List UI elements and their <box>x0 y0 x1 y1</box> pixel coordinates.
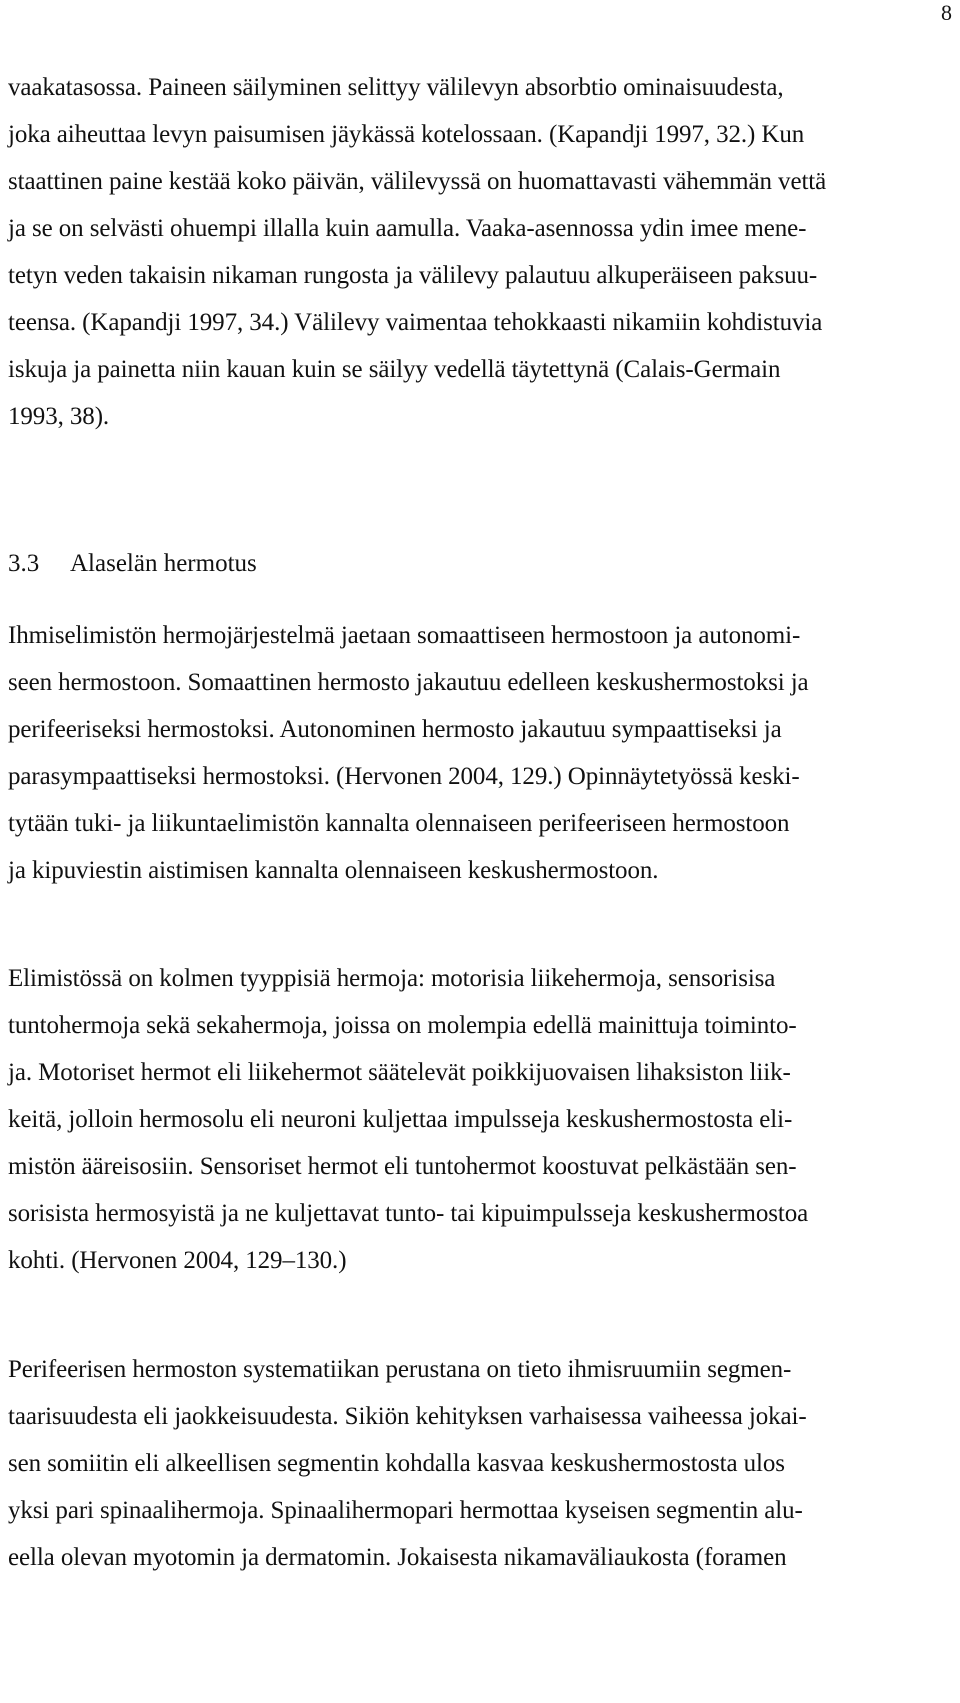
text-line: kohti. (Hervonen 2004, 129–130.) <box>8 1247 347 1274</box>
text-line: ja. Motoriset hermot eli liikehermot säätelevät poikkijuovaisen lihaksiston liik- <box>8 1059 791 1086</box>
text-line: tytään tuki- ja liikuntaelimistön kannalta olennaiseen perifeeriseen hermostoon <box>8 810 790 837</box>
paragraph-4 <box>8 1346 952 1581</box>
text-line: iskuja ja painetta niin kauan kuin se säilyy vedellä täytettynä (Calais-Germain <box>8 356 781 383</box>
text-line: taarisuudesta eli jaokkeisuudesta. Sikiön kehityksen varhaisessa vaiheessa jokai- <box>8 1403 807 1430</box>
section-number: 3.3 <box>8 550 40 577</box>
paragraph-2 <box>8 612 952 894</box>
paragraph-1 <box>8 64 952 440</box>
text-line: ja se on selvästi ohuempi illalla kuin aamulla. Vaaka-asennossa ydin imee mene- <box>8 215 807 242</box>
text-line: Elimistössä on kolmen tyyppisiä hermoja: motorisia liikehermoja, sensorisisa <box>8 965 776 992</box>
text-line: sen somiitin eli alkeellisen segmentin kohdalla kasvaa keskushermostosta ulos <box>8 1450 785 1477</box>
section-heading <box>8 540 952 587</box>
paragraph-3 <box>8 955 952 1284</box>
text-line: parasympaattiseksi hermostoksi. (Hervonen 2004, 129.) Opinnäytetyössä keski- <box>8 763 800 790</box>
text-line: Ihmiselimistön hermojärjestelmä jaetaan somaattiseen hermostoon ja autonomi- <box>8 622 801 649</box>
text-line: vaakatasossa. Paineen säilyminen selittyy välilevyn absorbtio ominaisuudesta, <box>8 74 784 101</box>
text-line: keitä, jolloin hermosolu eli neuroni kuljettaa impulsseja keskushermostosta eli- <box>8 1106 793 1133</box>
text-line: mistön ääreisosiin. Sensoriset hermot eli tuntohermot koostuvat pelkästään sen- <box>8 1153 797 1180</box>
text-line: staattinen paine kestää koko päivän, välilevyssä on huomattavasti vähemmän vettä <box>8 168 827 195</box>
text-line: eella olevan myotomin ja dermatomin. Jokaisesta nikamaväliaukosta (foramen <box>8 1544 787 1571</box>
text-line: sorisista hermosyistä ja ne kuljettavat tunto- tai kipuimpulsseja keskushermostoa <box>8 1200 809 1227</box>
section-title: Alaselän hermotus <box>70 550 257 577</box>
text-line: seen hermostoon. Somaattinen hermosto jakautuu edelleen keskushermostoksi ja <box>8 669 809 696</box>
text-line: 1993, 38). <box>8 403 110 430</box>
text-line: tetyn veden takaisin nikaman rungosta ja välilevy palautuu alkuperäiseen paksuu- <box>8 262 818 289</box>
text-line: perifeeriseksi hermostoksi. Autonominen hermosto jakautuu sympaattiseksi ja <box>8 716 782 743</box>
text-line: yksi pari spinaalihermoja. Spinaalihermopari hermottaa kyseisen segmentin alu- <box>8 1497 803 1524</box>
text-line: teensa. (Kapandji 1997, 34.) Välilevy vaimentaa tehokkaasti nikamiin kohdistuvia <box>8 309 823 336</box>
text-line: joka aiheuttaa levyn paisumisen jäykässä kotelossaan. (Kapandji 1997, 32.) Kun <box>8 121 805 148</box>
text-line: Perifeerisen hermoston systematiikan perustana on tieto ihmisruumiin segmen- <box>8 1356 792 1383</box>
text-line: ja kipuviestin aistimisen kannalta olennaiseen keskushermostoon. <box>8 857 659 884</box>
page-number: 8 <box>941 0 952 25</box>
text-line: tuntohermoja sekä sekahermoja, joissa on molempia edellä mainittuja toiminto- <box>8 1012 797 1039</box>
